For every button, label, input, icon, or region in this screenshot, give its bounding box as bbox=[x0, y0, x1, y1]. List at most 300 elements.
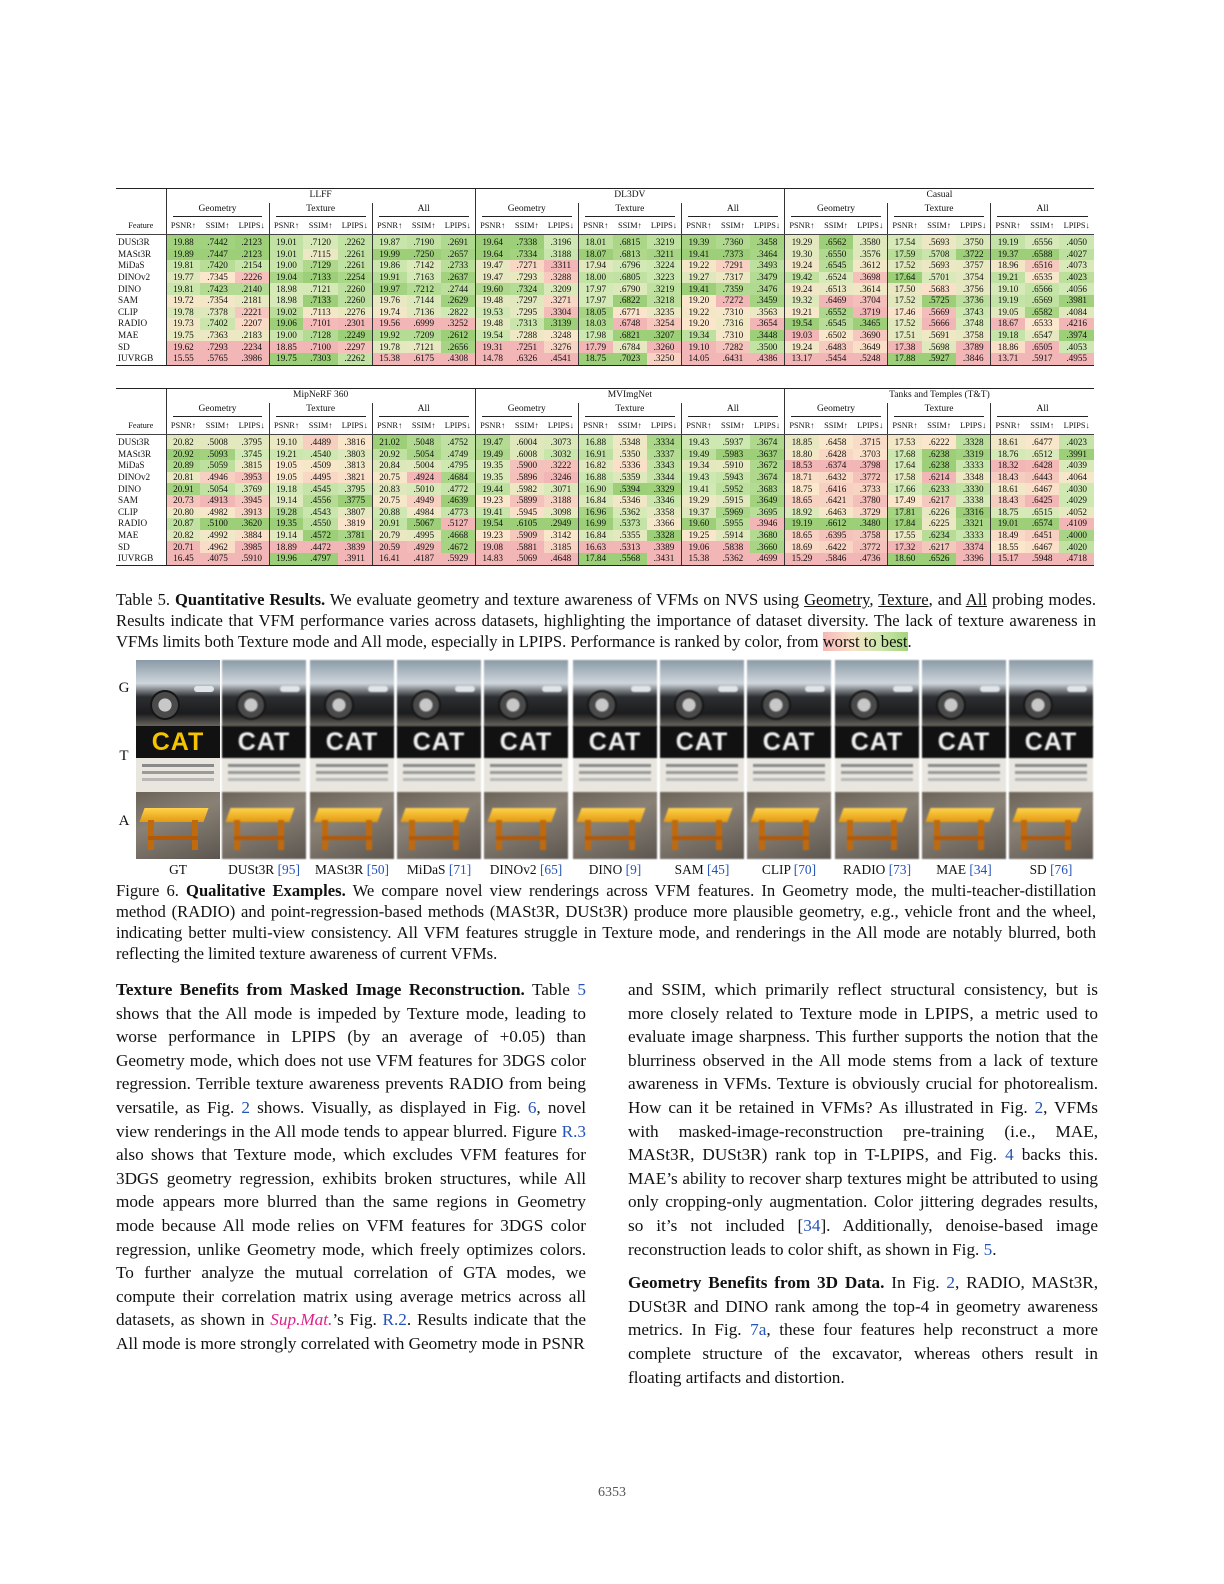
feature-name: MiDaS bbox=[118, 460, 145, 471]
metric-cell: 19.56 bbox=[372, 318, 406, 330]
metric-cell: .3330 bbox=[956, 483, 990, 495]
metric-cell: .2260 bbox=[338, 283, 372, 295]
ref-link-fig7a[interactable]: 7a bbox=[750, 1320, 767, 1340]
metric-cell: .7142 bbox=[407, 260, 441, 272]
metric-cell: .3209 bbox=[544, 283, 578, 295]
metric-cell: 17.46 bbox=[888, 307, 922, 319]
metric-header: LPIPS↓ bbox=[235, 219, 269, 235]
metric-cell: .7447 bbox=[200, 249, 234, 261]
metric-cell: .2276 bbox=[338, 307, 372, 319]
ref-link-figR2[interactable]: R.2 bbox=[382, 1310, 407, 1330]
metric-cell: .2261 bbox=[338, 249, 372, 261]
ref-link-fig5[interactable]: 5 bbox=[983, 1239, 993, 1259]
metric-header: LPIPS↓ bbox=[956, 419, 990, 435]
texture-render-thumbnail: CAT bbox=[484, 726, 568, 793]
metric-cell: .6805 bbox=[613, 272, 647, 284]
metric-cell: .2234 bbox=[235, 341, 269, 353]
texture-render-thumbnail: CAT bbox=[136, 726, 220, 793]
metric-cell: .3276 bbox=[544, 341, 578, 353]
metric-cell: .3839 bbox=[338, 541, 372, 553]
metric-cell: 19.24 bbox=[784, 283, 818, 295]
method-ref-link[interactable]: [76] bbox=[1050, 862, 1073, 877]
metric-cell: .7120 bbox=[303, 235, 337, 249]
metric-cell: .3614 bbox=[853, 283, 887, 295]
metric-header: SSIM↑ bbox=[613, 219, 647, 235]
metric-cell: 19.60 bbox=[681, 518, 715, 530]
metric-cell: .3328 bbox=[956, 435, 990, 449]
metric-cell: .4216 bbox=[1059, 318, 1094, 330]
metric-cell: 19.00 bbox=[269, 330, 303, 342]
metric-header: LPIPS↓ bbox=[750, 419, 784, 435]
sup-mat-link[interactable]: Sup.Mat. bbox=[270, 1310, 333, 1330]
metric-cell: 19.54 bbox=[475, 330, 509, 342]
left-column bbox=[116, 978, 586, 1366]
metric-cell: .5982 bbox=[510, 483, 544, 495]
method-ref-link[interactable]: [34] bbox=[969, 862, 992, 877]
metric-cell: .7354 bbox=[200, 295, 234, 307]
metric-cell: 20.82 bbox=[166, 435, 200, 449]
metric-cell: .5917 bbox=[1025, 353, 1059, 365]
metric-cell: .4308 bbox=[441, 353, 475, 365]
metric-cell: .7163 bbox=[407, 272, 441, 284]
metric-cell: .3991 bbox=[1059, 449, 1094, 461]
metric-cell: .5348 bbox=[613, 435, 647, 449]
metric-cell: .4955 bbox=[1059, 353, 1094, 365]
metric-cell: .4509 bbox=[303, 460, 337, 472]
metric-cell: .7378 bbox=[200, 307, 234, 319]
paragraph-texture-continued bbox=[628, 978, 1098, 1261]
metric-cell: 16.41 bbox=[372, 553, 406, 565]
metric-cell: .6422 bbox=[819, 541, 853, 553]
metric-cell: .6463 bbox=[819, 507, 853, 519]
metric-cell: .3431 bbox=[647, 553, 681, 565]
metric-header: LPIPS↓ bbox=[544, 219, 578, 235]
feature-name: MAE bbox=[118, 329, 139, 340]
metric-cell: 18.49 bbox=[991, 530, 1025, 542]
metric-cell: .2181 bbox=[235, 295, 269, 307]
metric-cell: 18.00 bbox=[578, 272, 612, 284]
table-row bbox=[116, 235, 1094, 249]
table-row bbox=[116, 295, 1094, 307]
ref-link-fig2[interactable]: 2 bbox=[241, 1097, 250, 1117]
metric-cell: .3986 bbox=[235, 353, 269, 365]
metric-cell: .5969 bbox=[716, 507, 750, 519]
metric-cell: .6526 bbox=[922, 553, 956, 565]
metric-cell: 19.19 bbox=[991, 235, 1025, 249]
metric-cell: .7313 bbox=[510, 318, 544, 330]
metric-cell: .6431 bbox=[716, 353, 750, 365]
metric-cell: .2262 bbox=[338, 353, 372, 365]
metric-cell: .3803 bbox=[338, 449, 372, 461]
metric-cell: .5355 bbox=[613, 530, 647, 542]
texture-render-thumbnail: CAT bbox=[747, 726, 831, 793]
metric-cell: 19.75 bbox=[166, 330, 200, 342]
metric-cell: .6233 bbox=[922, 483, 956, 495]
ref-link-fig2[interactable]: 2 bbox=[946, 1273, 955, 1293]
metric-cell: .6999 bbox=[407, 318, 441, 330]
all-render-thumbnail bbox=[222, 792, 306, 859]
texture-render-thumbnail: CAT bbox=[397, 726, 481, 793]
method-ref-link[interactable]: [95] bbox=[277, 862, 300, 877]
metric-cell: 17.88 bbox=[888, 353, 922, 365]
metric-cell: .6502 bbox=[819, 330, 853, 342]
metric-cell: 19.22 bbox=[681, 260, 715, 272]
metric-cell: .6505 bbox=[1025, 341, 1059, 353]
metric-cell: 19.19 bbox=[784, 518, 818, 530]
feature-name: DINO bbox=[118, 483, 141, 494]
table-row bbox=[116, 541, 1094, 553]
method-ref-link[interactable]: [71] bbox=[448, 862, 472, 877]
metric-cell: 18.98 bbox=[269, 283, 303, 295]
metric-cell: .6574 bbox=[1025, 518, 1059, 530]
table-row bbox=[116, 341, 1094, 353]
metric-cell: .4023 bbox=[1059, 272, 1094, 284]
metric-cell: .4053 bbox=[1059, 341, 1094, 353]
metric-cell: .6004 bbox=[510, 435, 544, 449]
metric-cell: .6432 bbox=[819, 472, 853, 484]
metric-cell: 19.21 bbox=[991, 272, 1025, 284]
geometry-render-thumbnail bbox=[660, 660, 744, 727]
metric-cell: 17.64 bbox=[888, 460, 922, 472]
metric-cell: .4064 bbox=[1059, 472, 1094, 484]
metric-cell: 18.07 bbox=[578, 249, 612, 261]
metric-cell: .2123 bbox=[235, 249, 269, 261]
metric-cell: .3139 bbox=[544, 318, 578, 330]
metric-cell: .3981 bbox=[1059, 295, 1094, 307]
method-ref-link[interactable]: [73] bbox=[888, 862, 912, 877]
metric-cell: .3316 bbox=[956, 507, 990, 519]
metric-header: PSNR↑ bbox=[991, 219, 1025, 235]
metric-cell: .6552 bbox=[819, 307, 853, 319]
metric-cell: 17.79 bbox=[578, 341, 612, 353]
metric-cell: 20.83 bbox=[372, 483, 406, 495]
metric-cell: .6748 bbox=[613, 318, 647, 330]
metric-cell: 19.08 bbox=[475, 541, 509, 553]
metric-cell: .7209 bbox=[407, 330, 441, 342]
metric-cell: 19.02 bbox=[269, 307, 303, 319]
metric-cell: .4913 bbox=[200, 495, 234, 507]
metric-header: SSIM↑ bbox=[819, 219, 853, 235]
metric-cell: 18.92 bbox=[784, 507, 818, 519]
method-label: DUSt3R [95] bbox=[228, 862, 300, 877]
geometry-render-thumbnail bbox=[136, 660, 220, 727]
feature-name: RADIO bbox=[118, 318, 148, 329]
metric-cell: .6582 bbox=[1025, 307, 1059, 319]
metric-cell: .3218 bbox=[647, 295, 681, 307]
metric-cell: .7121 bbox=[303, 283, 337, 295]
metric-cell: .6428 bbox=[1025, 460, 1059, 472]
metric-cell: .7363 bbox=[200, 330, 234, 342]
metric-cell: 19.01 bbox=[269, 235, 303, 249]
table-caption-end: . bbox=[907, 632, 912, 651]
metric-cell: .3772 bbox=[853, 541, 887, 553]
metric-cell: .2822 bbox=[441, 307, 475, 319]
metric-cell: .3188 bbox=[544, 249, 578, 261]
metric-cell: .2949 bbox=[544, 518, 578, 530]
metric-cell: .3254 bbox=[647, 318, 681, 330]
metric-cell: .4929 bbox=[407, 541, 441, 553]
metric-header: LPIPS↓ bbox=[235, 419, 269, 435]
ref-link-fig2[interactable]: 2 bbox=[1034, 1097, 1044, 1117]
geometry-render-thumbnail bbox=[835, 660, 919, 727]
metric-cell: 18.75 bbox=[991, 507, 1025, 519]
metric-cell: 17.53 bbox=[888, 435, 922, 449]
metric-cell: 20.71 bbox=[166, 541, 200, 553]
metric-cell: .3185 bbox=[544, 541, 578, 553]
metric-cell: 19.92 bbox=[372, 330, 406, 342]
metric-header: PSNR↑ bbox=[578, 219, 612, 235]
metric-cell: .5948 bbox=[1025, 553, 1059, 565]
metric-cell: .3913 bbox=[235, 507, 269, 519]
figure-caption-title: Qualitative Examples. bbox=[186, 881, 346, 900]
metric-cell: .5691 bbox=[922, 330, 956, 342]
metric-cell: .3733 bbox=[853, 483, 887, 495]
metric-cell: .4056 bbox=[1059, 283, 1094, 295]
metric-cell: .4795 bbox=[441, 460, 475, 472]
metric-cell: 16.82 bbox=[578, 460, 612, 472]
metric-cell: .2297 bbox=[338, 341, 372, 353]
metric-cell: 17.94 bbox=[578, 260, 612, 272]
metric-cell: .4749 bbox=[441, 449, 475, 461]
table-caption-text-b: probing modes. Results indicate that VFM performance varies across datasets, highlighting the importance of dataset diversity. The lack of texture awareness in VFMs limits both Texture mode and All mode, especially in LPIPS. Performance is ranked by color, from bbox=[116, 590, 1097, 651]
metric-cell: 19.81 bbox=[166, 283, 200, 295]
method-ref-link[interactable]: [45] bbox=[707, 862, 730, 877]
metric-cell: .3884 bbox=[235, 530, 269, 542]
geometry-render-thumbnail bbox=[397, 660, 481, 727]
metric-header: SSIM↑ bbox=[613, 419, 647, 435]
metric-cell: 17.98 bbox=[578, 330, 612, 342]
metric-cell: 19.89 bbox=[166, 249, 200, 261]
metric-cell: 20.75 bbox=[372, 472, 406, 484]
metric-cell: .5914 bbox=[716, 530, 750, 542]
method-ref-link[interactable]: [70] bbox=[793, 862, 817, 877]
metric-cell: .3250 bbox=[647, 353, 681, 365]
metric-cell: .4572 bbox=[303, 530, 337, 542]
metric-cell: 17.50 bbox=[888, 283, 922, 295]
metric-cell: .4648 bbox=[544, 553, 578, 565]
ref-link-fig6[interactable]: 6 bbox=[527, 1097, 537, 1117]
mode-header: Geometry bbox=[166, 403, 269, 419]
figure-caption bbox=[116, 880, 1096, 964]
page-number: 6353 bbox=[598, 1485, 626, 1500]
metric-header: PSNR↑ bbox=[269, 419, 303, 435]
metric-header: SSIM↑ bbox=[407, 419, 441, 435]
metric-cell: .3748 bbox=[956, 318, 990, 330]
metric-cell: .5945 bbox=[510, 507, 544, 519]
table-row bbox=[116, 553, 1094, 565]
ref-link-34[interactable]: 34 bbox=[803, 1215, 821, 1235]
metric-cell: .5910 bbox=[235, 553, 269, 565]
mode-header: All bbox=[681, 203, 784, 219]
metric-cell: .3304 bbox=[544, 307, 578, 319]
dataset-header: LLFF bbox=[166, 189, 475, 204]
feature-column-header: Feature bbox=[116, 419, 166, 435]
metric-cell: 18.75 bbox=[784, 483, 818, 495]
all-render-thumbnail bbox=[922, 792, 1006, 859]
metric-cell: 17.52 bbox=[888, 318, 922, 330]
metric-header: SSIM↑ bbox=[819, 419, 853, 435]
metric-cell: .4030 bbox=[1059, 483, 1094, 495]
feature-name: DINOv2 bbox=[118, 471, 151, 482]
metric-cell: .7317 bbox=[716, 272, 750, 284]
metric-cell: .3334 bbox=[647, 435, 681, 449]
mode-header: All bbox=[372, 403, 475, 419]
method-ref-link[interactable]: [50] bbox=[366, 862, 390, 877]
metric-cell: .3465 bbox=[853, 318, 887, 330]
ref-link-figR3[interactable]: R.3 bbox=[561, 1121, 586, 1141]
metric-cell: 16.63 bbox=[578, 541, 612, 553]
metric-cell: 17.38 bbox=[888, 341, 922, 353]
metric-cell: .6550 bbox=[819, 249, 853, 261]
method-label: DINO [9] bbox=[588, 862, 642, 877]
metric-cell: .3974 bbox=[1059, 330, 1094, 342]
metric-cell: .6467 bbox=[1025, 483, 1059, 495]
metric-cell: .6566 bbox=[1025, 283, 1059, 295]
geometry-render-thumbnail bbox=[222, 660, 306, 727]
metric-cell: .3769 bbox=[235, 483, 269, 495]
metric-cell: .6545 bbox=[819, 260, 853, 272]
metric-cell: .3333 bbox=[956, 530, 990, 542]
metric-cell: .6545 bbox=[819, 318, 853, 330]
geometry-render-thumbnail bbox=[1009, 660, 1093, 727]
geometry-render-thumbnail bbox=[310, 660, 394, 727]
table-row bbox=[116, 530, 1094, 542]
table-row bbox=[116, 330, 1094, 342]
metric-header: LPIPS↓ bbox=[338, 419, 372, 435]
metric-cell: .4075 bbox=[200, 553, 234, 565]
metric-cell: 19.32 bbox=[784, 295, 818, 307]
metric-cell: 18.69 bbox=[784, 541, 818, 553]
method-ref-link[interactable]: [65] bbox=[539, 862, 563, 877]
metric-cell: 19.29 bbox=[784, 235, 818, 249]
metric-header: SSIM↑ bbox=[200, 219, 234, 235]
table-caption bbox=[116, 589, 1096, 652]
metric-header: PSNR↑ bbox=[888, 419, 922, 435]
metric-cell: 18.43 bbox=[991, 472, 1025, 484]
metric-header: PSNR↑ bbox=[784, 419, 818, 435]
metric-cell: .5069 bbox=[510, 553, 544, 565]
metric-cell: .5054 bbox=[200, 483, 234, 495]
metric-cell: .6217 bbox=[922, 495, 956, 507]
metric-cell: .5059 bbox=[200, 460, 234, 472]
metric-cell: 19.27 bbox=[681, 272, 715, 284]
method-label: RADIO [73] bbox=[842, 862, 912, 877]
metric-cell: .5067 bbox=[407, 518, 441, 530]
method-label: MiDaS [71] bbox=[406, 862, 472, 877]
ref-link-fig4[interactable]: 4 bbox=[1005, 1145, 1014, 1165]
metric-cell: .4924 bbox=[407, 472, 441, 484]
metric-cell: .6105 bbox=[510, 518, 544, 530]
metric-cell: .3795 bbox=[338, 483, 372, 495]
metric-cell: .6234 bbox=[922, 530, 956, 542]
method-ref-link[interactable]: [9] bbox=[625, 862, 642, 877]
metric-header: PSNR↑ bbox=[784, 219, 818, 235]
all-render-thumbnail bbox=[747, 792, 831, 859]
metric-cell: .4050 bbox=[1059, 235, 1094, 249]
metric-cell: .5313 bbox=[613, 541, 647, 553]
metric-cell: .4540 bbox=[303, 449, 337, 461]
dataset-header: DL3DV bbox=[475, 189, 784, 204]
metric-cell: 18.61 bbox=[991, 435, 1025, 449]
metric-cell: 20.73 bbox=[166, 495, 200, 507]
metric-cell: .3219 bbox=[647, 283, 681, 295]
metric-cell: .3816 bbox=[338, 435, 372, 449]
metric-cell: 20.92 bbox=[166, 449, 200, 461]
metric-cell: 19.49 bbox=[475, 449, 509, 461]
metric-cell: 19.01 bbox=[269, 249, 303, 261]
metric-cell: 17.51 bbox=[888, 330, 922, 342]
metric-header: LPIPS↓ bbox=[1059, 419, 1094, 435]
metric-cell: .6547 bbox=[1025, 330, 1059, 342]
metric-cell: .2207 bbox=[235, 318, 269, 330]
metric-cell: .3098 bbox=[544, 507, 578, 519]
metric-cell: .6395 bbox=[819, 530, 853, 542]
body-text: ]. Additionally, denoise-based image reconstruction leads to color shift, as shown in Fig. bbox=[628, 1215, 1098, 1259]
metric-cell: .3813 bbox=[338, 460, 372, 472]
metric-cell: .2123 bbox=[235, 235, 269, 249]
section-heading-geometry: Geometry Benefits from 3D Data. bbox=[628, 1273, 885, 1293]
metric-header: SSIM↑ bbox=[716, 419, 750, 435]
metric-cell: .3789 bbox=[956, 341, 990, 353]
metric-cell: 19.05 bbox=[269, 460, 303, 472]
metric-cell: .4984 bbox=[407, 507, 441, 519]
metric-cell: 19.18 bbox=[991, 330, 1025, 342]
metric-cell: .6524 bbox=[819, 272, 853, 284]
table-caption-title: Quantitative Results. bbox=[175, 590, 326, 609]
metric-cell: 18.80 bbox=[784, 449, 818, 461]
metric-cell: .6569 bbox=[1025, 295, 1059, 307]
metric-cell: 19.10 bbox=[991, 283, 1025, 295]
metric-cell: 18.65 bbox=[784, 530, 818, 542]
metric-cell: 19.35 bbox=[475, 460, 509, 472]
ref-link-table5[interactable]: 5 bbox=[577, 980, 586, 999]
metric-header: LPIPS↓ bbox=[647, 219, 681, 235]
metric-cell: .5093 bbox=[200, 449, 234, 461]
method-label: SAM [45] bbox=[674, 862, 730, 877]
metric-cell: .7338 bbox=[510, 235, 544, 249]
metric-header: PSNR↑ bbox=[578, 419, 612, 435]
metric-header: PSNR↑ bbox=[681, 219, 715, 235]
geometry-render-thumbnail bbox=[922, 660, 1006, 727]
metric-cell: 18.32 bbox=[991, 460, 1025, 472]
metric-header: LPIPS↓ bbox=[544, 419, 578, 435]
metric-cell: .7293 bbox=[200, 341, 234, 353]
metric-cell: .4545 bbox=[303, 483, 337, 495]
metric-cell: .4109 bbox=[1059, 518, 1094, 530]
metric-header: SSIM↑ bbox=[303, 219, 337, 235]
metric-cell: .3500 bbox=[750, 341, 784, 353]
metric-cell: .7212 bbox=[407, 283, 441, 295]
metric-cell: .3219 bbox=[647, 235, 681, 249]
table-row bbox=[116, 249, 1094, 261]
feature-name: DINOv2 bbox=[118, 271, 151, 282]
table-caption-mode-texture: Texture bbox=[878, 590, 929, 609]
metric-cell: 18.03 bbox=[578, 318, 612, 330]
metric-cell: 18.71 bbox=[784, 472, 818, 484]
feature-column-header: Feature bbox=[116, 219, 166, 235]
metric-cell: .5952 bbox=[716, 483, 750, 495]
metric-cell: .3821 bbox=[338, 472, 372, 484]
metric-cell: 15.17 bbox=[991, 553, 1025, 565]
method-label: SD [76] bbox=[1029, 862, 1073, 877]
metric-cell: .5454 bbox=[819, 353, 853, 365]
metric-cell: 19.20 bbox=[681, 295, 715, 307]
metric-cell: 16.96 bbox=[578, 507, 612, 519]
body-text: ’s Fig. bbox=[332, 1310, 383, 1330]
metric-cell: .3493 bbox=[750, 260, 784, 272]
metric-cell: .3366 bbox=[647, 518, 681, 530]
metric-cell: .4736 bbox=[853, 553, 887, 565]
